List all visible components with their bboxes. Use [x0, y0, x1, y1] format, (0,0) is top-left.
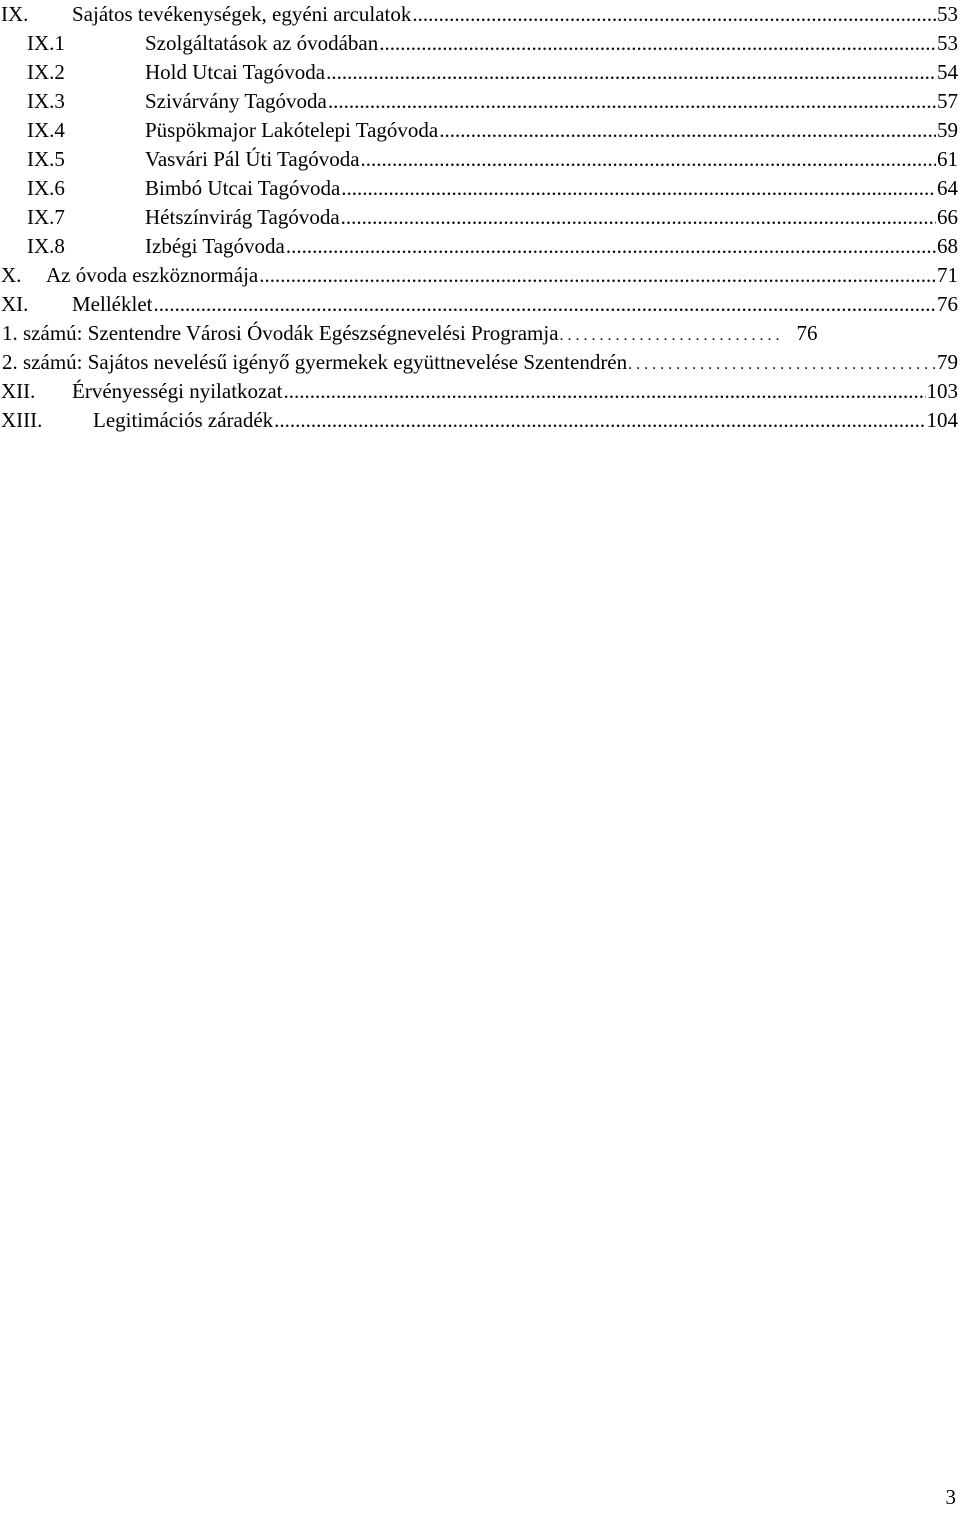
toc-leader-dots	[259, 261, 936, 290]
toc-entry[interactable]	[0, 406, 960, 435]
toc-entry-number: X.	[1, 263, 22, 287]
toc-entry-page: 76	[796, 321, 818, 345]
toc-entry-page: 57	[937, 89, 958, 113]
toc-entry-number: IX.5	[27, 147, 65, 171]
toc-entry[interactable]	[0, 319, 960, 348]
toc-entry-page: 59	[937, 118, 958, 142]
toc-entry-title: Az óvoda eszköznormája	[46, 263, 259, 287]
toc-entry-title: Vasvári Pál Úti Tagóvoda	[145, 147, 360, 171]
toc-entry[interactable]	[0, 0, 960, 29]
toc-entry-number: IX.2	[27, 60, 65, 84]
toc-leader-dots	[274, 406, 925, 435]
toc-entry-title: Sajátos tevékenységek, egyéni arculatok	[72, 2, 412, 26]
toc-leader-dots	[153, 290, 936, 319]
toc-entry-number: XII.	[1, 379, 36, 403]
toc-entry[interactable]	[0, 58, 960, 87]
toc-entry-number: IX.3	[27, 89, 65, 113]
toc-entry[interactable]	[0, 87, 960, 116]
toc-leader-dots	[560, 319, 782, 350]
toc-entry-page: 104	[926, 408, 958, 432]
toc-entry[interactable]	[0, 377, 960, 406]
toc-entry-number: XIII.	[1, 408, 43, 432]
toc-entry-number: IX.8	[27, 234, 65, 258]
toc-entry-title: Legitimációs záradék	[93, 408, 274, 432]
toc-entry-page: 103	[926, 379, 958, 403]
toc-entry-page: 71	[937, 263, 958, 287]
toc-leader-dots	[361, 145, 936, 174]
toc-entry-page: 64	[937, 176, 958, 200]
toc-leader-dots	[341, 174, 936, 203]
toc-entry-number: IX.4	[27, 118, 65, 142]
toc-entry-page: 53	[937, 2, 958, 26]
toc-leader-dots	[326, 58, 936, 87]
toc-entry-page: 76	[937, 292, 958, 316]
toc-leader-dots	[628, 348, 936, 379]
toc-entry[interactable]	[0, 29, 960, 58]
toc-entry-page: 54	[937, 60, 958, 84]
toc-entry-number: IX.6	[27, 176, 65, 200]
toc-entry-number: IX.1	[27, 31, 65, 55]
toc-entry-title: Szivárvány Tagóvoda	[145, 89, 327, 113]
toc-entry-number: IX.7	[27, 205, 65, 229]
toc-leader-dots	[439, 116, 936, 145]
toc-entry[interactable]	[0, 145, 960, 174]
toc-entry-title: Szolgáltatások az óvodában	[145, 31, 379, 55]
toc-entry-page: 53	[937, 31, 958, 55]
toc-leader-dots	[379, 29, 936, 58]
toc-entry-number: IX.	[1, 2, 29, 26]
toc-entry[interactable]	[0, 290, 960, 319]
toc-entry-page: 68	[937, 234, 958, 258]
toc-entry[interactable]	[0, 348, 960, 377]
toc-entry[interactable]	[0, 116, 960, 145]
toc-entry-title: Hétszínvirág Tagóvoda	[145, 205, 340, 229]
toc-entry-title: Hold Utcai Tagóvoda	[145, 60, 326, 84]
toc-entry-title: Bimbó Utcai Tagóvoda	[145, 176, 341, 200]
page-number: 3	[945, 1485, 956, 1509]
toc-leader-dots	[412, 0, 936, 29]
toc-entry-title: 1. számú: Szentendre Városi Óvodák Egészségnevelési Programja	[2, 321, 559, 345]
toc-entry[interactable]	[0, 174, 960, 203]
toc-entry[interactable]	[0, 203, 960, 232]
toc-entry-title: Melléklet	[72, 292, 153, 316]
toc-entry[interactable]	[0, 261, 960, 290]
toc-entry-title: Püspökmajor Lakótelepi Tagóvoda	[145, 118, 439, 142]
toc-entry-title: Érvényességi nyilatkozat	[72, 379, 283, 403]
toc-entry-page: 66	[937, 205, 958, 229]
toc-entry-page: 79	[937, 350, 958, 374]
toc-entry-page: 61	[937, 147, 958, 171]
toc-entry-title: 2. számú: Sajátos nevelésű igényő gyermekek együttnevelése Szentendrén	[2, 350, 628, 374]
toc-entry-title: Izbégi Tagóvoda	[145, 234, 285, 258]
toc-leader-dots	[328, 87, 936, 116]
toc-leader-dots	[284, 377, 926, 406]
toc-entry-number: XI.	[1, 292, 29, 316]
toc-entry[interactable]	[0, 232, 960, 261]
toc-leader-dots	[286, 232, 936, 261]
toc-leader-dots	[341, 203, 936, 232]
table-of-contents	[0, 0, 960, 435]
